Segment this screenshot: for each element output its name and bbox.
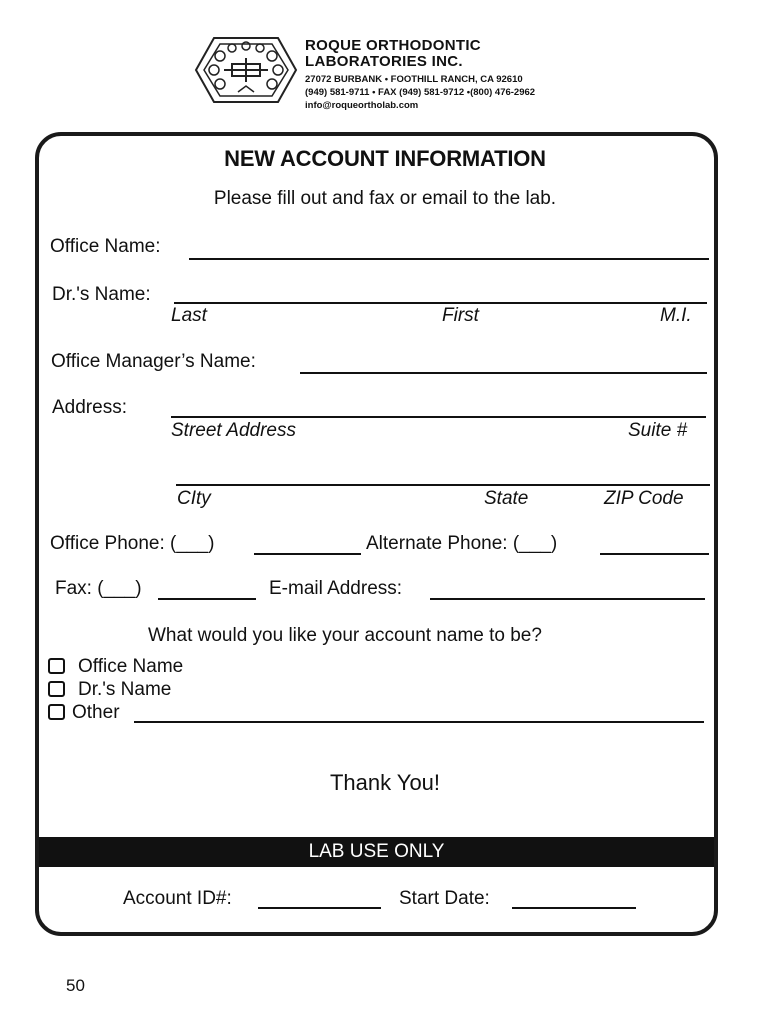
company-name-line2: LABORATORIES INC. [305,53,463,70]
fax-field[interactable] [158,598,256,600]
middle-initial-caption: M.I. [660,305,692,326]
city-state-zip-field[interactable] [176,484,710,486]
page-number: 50 [66,976,85,995]
drs-name-checkbox[interactable] [48,681,65,697]
drs-name-option-label: Dr.'s Name [78,679,172,700]
account-id-field[interactable] [258,907,381,909]
other-option-label: Other [72,702,120,723]
start-date-field[interactable] [512,907,636,909]
office-name-field[interactable] [189,258,709,260]
email-field[interactable] [430,598,705,600]
drs-name-label: Dr.'s Name: [52,284,151,305]
zip-code-caption: ZIP Code [604,488,684,509]
drs-name-field[interactable] [174,302,707,304]
fax-label: Fax: (___) [55,578,142,599]
form-instructions: Please fill out and fax or email to the lab. [213,188,557,209]
lab-use-banner: LAB USE ONLY [39,837,714,867]
alternate-phone-label: Alternate Phone: (___) [366,533,558,554]
office-manager-label: Office Manager’s Name: [51,351,256,372]
office-phone-field[interactable] [254,553,361,555]
company-info [305,38,535,112]
company-name-line1: ROQUE ORTHODONTIC [305,37,481,54]
company-email: info@roqueortholab.com [305,100,419,111]
company-logo [194,34,298,106]
office-manager-field[interactable] [300,372,707,374]
form-title: NEW ACCOUNT INFORMATION [224,146,546,171]
company-phones: (949) 581-9711 • FAX (949) 581-9712 •(800) 476-2962 [305,87,536,98]
email-label: E-mail Address: [269,578,403,599]
office-name-option-label: Office Name [78,656,184,677]
state-caption: State [484,488,529,509]
office-phone-label: Office Phone: (___) [50,533,215,554]
suite-caption: Suite # [628,420,688,441]
start-date-label: Start Date: [399,888,490,909]
office-name-checkbox[interactable] [48,658,65,674]
street-address-caption: Street Address [171,420,296,441]
address-label: Address: [52,397,127,418]
account-name-question: What would you like your account name to be? [148,625,542,646]
thank-you-text: Thank You! [329,770,441,795]
alternate-phone-field[interactable] [600,553,709,555]
other-name-field[interactable] [134,721,704,723]
account-id-label: Account ID#: [123,888,232,909]
city-caption: CIty [177,488,211,509]
first-name-caption: First [442,305,479,326]
office-name-label: Office Name: [50,236,161,257]
company-address: 27072 BURBANK • FOOTHILL RANCH, CA 92610 [305,74,523,85]
street-address-field[interactable] [171,416,706,418]
other-checkbox[interactable] [48,704,65,720]
last-name-caption: Last [171,305,207,326]
